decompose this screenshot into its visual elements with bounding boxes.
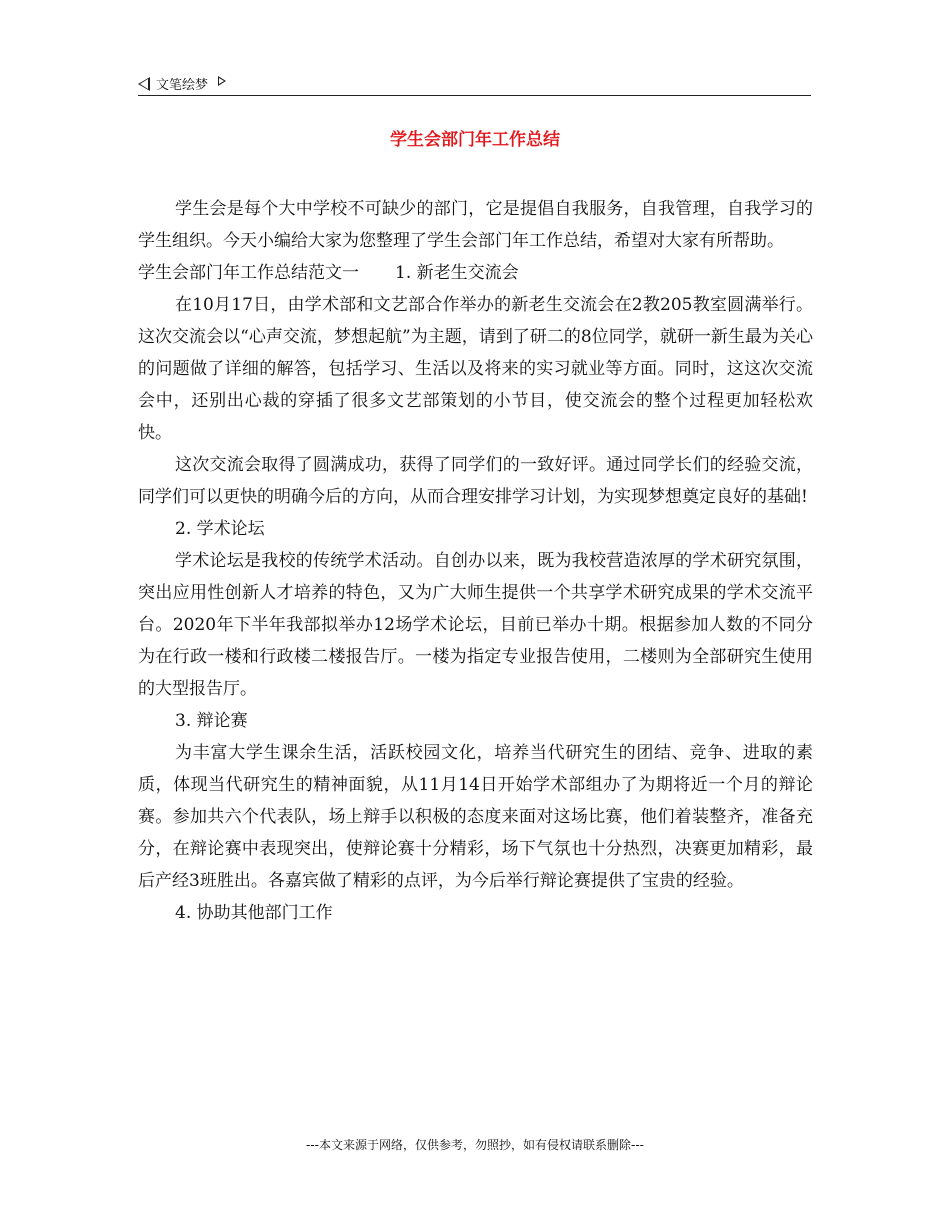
section-3-title: 3. 辩论赛 [175,711,248,731]
section-2-paragraph: 学术论坛是我校的传统学术活动。自创办以来，既为我校营造浓厚的学术研究氛围，突出应用性创新人才培养的特色，又为广大师生提供一个共享学术研究成果的学术交流平台。2020年下半年我部拟举办12场学术论坛，目前已举办十期。根据参加人数的不同分为在行政一楼和行政楼二楼报告厅。一楼为指定专业报告使用，二楼则为全部研究生使用的大型报告厅。 [138,551,813,699]
section-4-title: 4. 协助其他部门工作 [175,903,333,923]
header-brand: 文笔绘梦 [156,78,209,93]
document-title: 学生会部门年工作总结 [390,130,560,150]
sample-title: 学生会部门年工作总结范文一 [138,263,359,283]
triangle-left-icon [138,77,150,91]
triangle-right-icon [218,76,226,86]
header-brand-group [138,74,226,93]
section-2-title: 2. 学术论坛 [175,519,265,539]
sample-heading-line [138,257,813,289]
section-1-paragraph-1: 在10月17日，由学术部和文艺部合作举办的新老生交流会在2教205教室圆满举行。这次交流会以“心声交流，梦想起航”为主题，请到了研二的8位同学，就研一新生最为关心的问题做了详细的解答，包括学习、生活以及将来的实习就业等方面。同时，这这次交流会中，还别出心裁的穿插了很多文艺部策划的小节目，使交流会的整个过程更加轻松欢快。 [138,295,813,443]
section-1-paragraph-2: 这次交流会取得了圆满成功，获得了同学们的一致好评。通过同学长们的经验交流，同学们可以更快的明确今后的方向，从而合理安排学习计划，为实现梦想奠定良好的基础! [138,455,813,507]
footer-disclaimer: ---本文来源于网络，仅供参考，勿照抄，如有侵权请联系删除--- [306,1138,644,1152]
intro-paragraph: 学生会是每个大中学校不可缺少的部门，它是提倡自我服务，自我管理，自我学习的学生组织。今天小编给大家为您整理了学生会部门年工作总结，希望对大家有所帮助。 [138,199,813,251]
section-3-paragraph: 为丰富大学生课余生活，活跃校园文化，培养当代研究生的团结、竞争、进取的素质，体现当代研究生的精神面貌，从11月14日开始学术部组办了为期将近一个月的辩论赛。参加共六个代表队，场上辩手以积极的态度来面对这场比赛，他们着装整齐，准备充分，在辩论赛中表现突出，使辩论赛十分精彩，场下气氛也十分热烈，决赛更加精彩，最后产经3班胜出。各嘉宾做了精彩的点评，为今后举行辩论赛提供了宝贵的经验。 [138,743,813,891]
page-header [138,72,811,96]
section-1-title: 1. 新老生交流会 [395,263,519,283]
document-body [138,193,813,929]
